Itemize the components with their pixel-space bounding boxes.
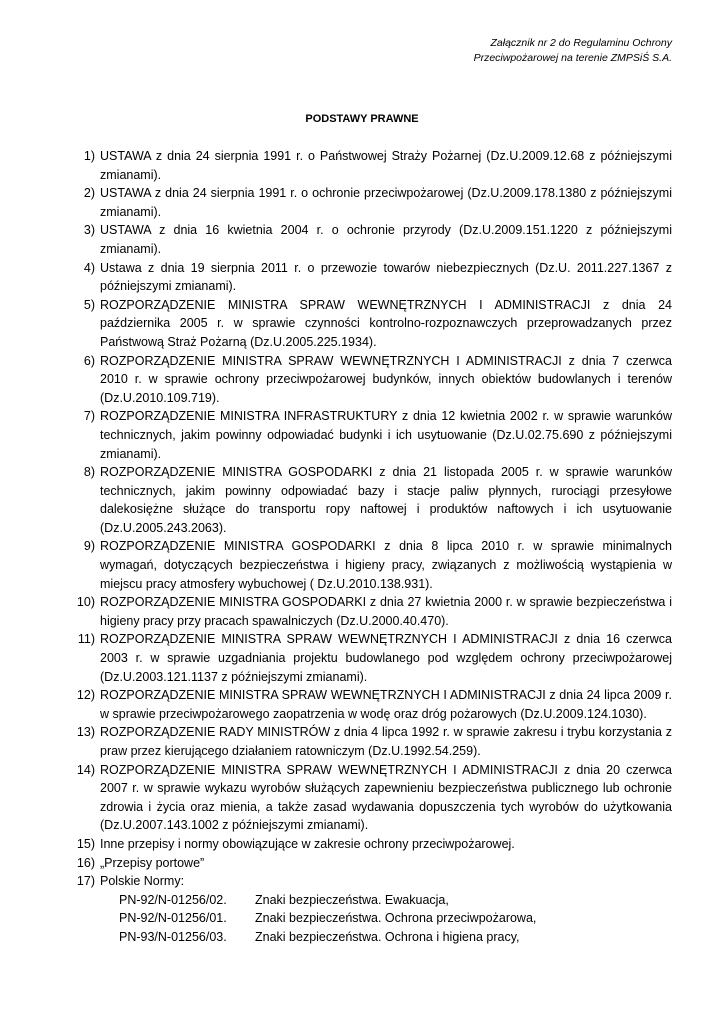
attachment-note-line-1: Załącznik nr 2 do Regulaminu Ochrony <box>490 37 672 49</box>
list-item <box>72 686 672 723</box>
item-text: Inne przepisy i normy obowiązujące w zakresie ochrony przeciwpożarowej. <box>100 836 515 851</box>
attachment-note <box>474 36 672 66</box>
item-number: 2) <box>83 186 95 201</box>
item-number: 17) <box>76 874 95 889</box>
item-text: USTAWA z dnia 24 sierpnia 1991 r. o Państwowej Straży Pożarnej (Dz.U.2009.12.68 z późniejszymi zmianami). <box>100 149 672 182</box>
item-number: 13) <box>76 725 95 740</box>
list-item <box>72 854 672 873</box>
item-text: ROZPORZĄDZENIE MINISTRA SPRAW WEWNĘTRZNYCH I ADMINISTRACJI z dnia 24 października 2005 r. w sprawie czynności kontrolno-rozpoznawczych przeprowadzanych przez Państwową Straż Pożarną (Dz.U.2005.225.1934). <box>100 297 672 349</box>
item-text: ROZPORZĄDZENIE MINISTRA SPRAW WEWNĘTRZNYCH I ADMINISTRACJI z dnia 16 czerwca 2003 r. w sprawie uzgadniania projektu budowlanego pod względem ochrony przeciwpożarowej (Dz.U.2003.121.1137 z późniejszymi zmianami). <box>100 632 672 684</box>
list-item <box>72 835 672 854</box>
item-number: 8) <box>83 465 95 480</box>
norm-description: Znaki bezpieczeństwa. Ochrona przeciwpożarowa, <box>255 911 537 926</box>
norm-code: PN-92/N-01256/01. <box>119 911 227 926</box>
item-number: 12) <box>76 688 95 703</box>
list-item <box>72 463 672 537</box>
norm-row <box>119 928 672 947</box>
item-text: ROZPORZĄDZENIE MINISTRA SPRAW WEWNĘTRZNYCH I ADMINISTRACJI z dnia 24 lipca 2009 r. w sprawie przeciwpożarowego zaopatrzenia w wodę oraz dróg pożarowych (Dz.U.2009.124.1030). <box>100 688 672 721</box>
item-number: 10) <box>76 595 95 610</box>
list-item <box>72 147 672 184</box>
item-number: 15) <box>76 836 95 851</box>
list-item <box>72 296 672 352</box>
norm-row <box>119 909 672 928</box>
list-item <box>72 761 672 835</box>
list-item <box>72 407 672 463</box>
list-item <box>72 184 672 221</box>
attachment-note-line-2: Przeciwpożarowej na terenie ZMPSiŚ S.A. <box>473 52 672 64</box>
list-item <box>72 352 672 408</box>
norm-code: PN-92/N-01256/02. <box>119 892 227 907</box>
item-number: 4) <box>83 260 95 275</box>
item-text: ROZPORZĄDZENIE MINISTRA GOSPODARKI z dnia 8 lipca 2010 r. w sprawie minimalnych wymagań, dotyczących bezpieczeństwa i higieny pracy, związanych z możliwością wystąpienia w miejscu pracy atmosfery wybuchowej ( Dz.U.2010.138.931). <box>100 539 672 591</box>
item-text: ROZPORZĄDZENIE MINISTRA GOSPODARKI z dnia 27 kwietnia 2000 r. w sprawie bezpieczeństwa i higieny pracy przy pracach spawalniczych (Dz.U.2000.40.470). <box>100 595 672 628</box>
norm-description: Znaki bezpieczeństwa. Ewakuacja, <box>255 892 449 907</box>
item-text: Ustawa z dnia 19 sierpnia 2011 r. o przewozie towarów niebezpiecznych (Dz.U. 2011.227.1367 z późniejszymi zmianami). <box>100 260 672 294</box>
item-number: 6) <box>83 353 95 368</box>
item-number: 1) <box>83 149 95 163</box>
item-text: ROZPORZĄDZENIE MINISTRA INFRASTRUKTURY z dnia 12 kwietnia 2002 r. w sprawie warunków technicznych, jakim powinny odpowiadać budynki i ich usytuowanie (Dz.U.02.75.690 z późniejszymi zmianami). <box>100 409 672 461</box>
norm-row <box>119 891 672 910</box>
list-item <box>72 630 672 686</box>
list-item <box>72 872 672 891</box>
list-item <box>72 593 672 630</box>
list-item <box>72 723 672 760</box>
item-text: ROZPORZĄDZENIE MINISTRA GOSPODARKI z dnia 21 listopada 2005 r. w sprawie warunków technicznych, jakim powinny odpowiadać bazy i stacje paliw płynnych, rurociągi przesyłowe dalekosiężne służące do transportu ropy naftowej i produktów naftowych i ich usytuowanie (Dz.U.2005.243.2063). <box>100 465 672 535</box>
norm-code: PN-93/N-01256/03. <box>119 929 227 944</box>
item-text: ROZPORZĄDZENIE MINISTRA SPRAW WEWNĘTRZNYCH I ADMINISTRACJI z dnia 7 czerwca 2010 r. w sprawie ochrony przeciwpożarowej budynków, innych obiektów budowlanych i terenów (Dz.U.2010.109.719). <box>100 353 672 405</box>
item-number: 9) <box>83 539 95 554</box>
list-item <box>72 259 672 296</box>
item-text: USTAWA z dnia 16 kwietnia 2004 r. o ochronie przyrody (Dz.U.2009.151.1220 z późniejszymi zmianami). <box>100 223 672 256</box>
item-text: ROZPORZĄDZENIE RADY MINISTRÓW z dnia 4 lipca 1992 r. w sprawie zakresu i trybu korzystania z praw przez kierującego działaniem ratowniczym (Dz.U.1992.54.259). <box>100 725 672 758</box>
list-item <box>72 537 672 593</box>
polish-norms-list <box>119 891 672 947</box>
item-text: USTAWA z dnia 24 sierpnia 1991 r. o ochronie przeciwpożarowej (Dz.U.2009.178.1380 z późniejszymi zmianami). <box>100 186 672 219</box>
item-number: 14) <box>76 762 95 777</box>
item-number: 11) <box>77 632 95 647</box>
item-number: 16) <box>76 855 95 870</box>
item-number: 5) <box>83 297 95 312</box>
item-text: Polskie Normy: <box>100 874 185 889</box>
list-item <box>72 221 672 258</box>
item-number: 7) <box>83 409 95 424</box>
item-text: ROZPORZĄDZENIE MINISTRA SPRAW WEWNĘTRZNYCH I ADMINISTRACJI z dnia 20 czerwca 2007 r. w sprawie wykazu wyrobów służących zapewnieniu bezpieczeństwa publicznego lub ochronie zdrowia i życia oraz mienia, a także zasad wydawania dopuszczenia tych wyrobów do użytkowania (Dz.U.2007.143.1002 z późniejszymi zmianami). <box>100 762 672 833</box>
legal-basis-list <box>72 147 672 947</box>
norm-description: Znaki bezpieczeństwa. Ochrona i higiena pracy, <box>255 929 520 944</box>
item-text: „Przepisy portowe” <box>100 855 205 870</box>
item-number: 3) <box>83 223 95 238</box>
document-title: PODSTAWY PRAWNE <box>305 113 419 125</box>
